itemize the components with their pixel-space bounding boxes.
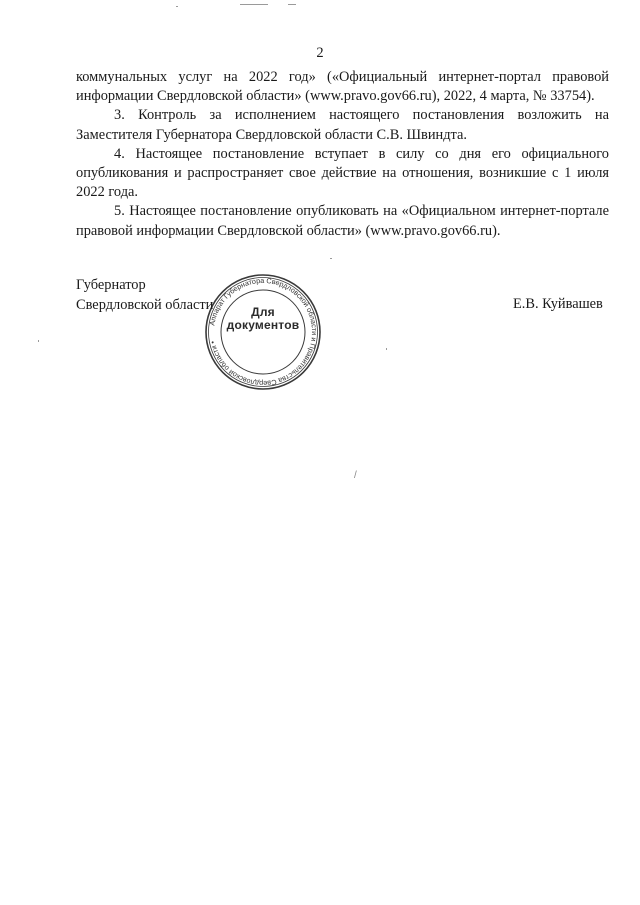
- page-number: 2: [316, 45, 324, 61]
- scan-speck: [38, 340, 39, 342]
- signer-name: Е.В. Куйвашев: [513, 296, 603, 312]
- stamp-ring-text: Аппарат Губернатора Свердловской области и Правительства Свердловской области •: [207, 275, 320, 389]
- paragraph-item-5: 5. Настоящее постановление опубликовать на «Официальном интернет-портале правовой информации Свердловской области» (www.pravo.gov66.ru).: [76, 203, 609, 239]
- scan-speck: [240, 4, 268, 5]
- document-body: [76, 68, 609, 241]
- stamp-line-1: Для: [251, 305, 275, 319]
- signer-title-line-1: Губернатор: [76, 277, 146, 293]
- signer-title: [76, 276, 213, 315]
- stamp-center-text: [204, 306, 322, 332]
- scan-speck: [176, 6, 178, 7]
- signer-title-line-2: Свердловской области: [76, 296, 214, 313]
- official-stamp: [204, 273, 322, 391]
- paragraph-continuation: коммунальных услуг на 2022 год» («Официальный интернет-портал правовой информации Свердловской области» (www.pravo.gov66.ru), 2022, 4 марта, № 33754).: [76, 69, 609, 105]
- stamp-line-2: документов: [226, 318, 300, 332]
- scan-speck: [330, 258, 332, 259]
- paragraph-item-4: 4. Настоящее постановление вступает в силу со дня его официального опубликования и распространяет свое действие на отношения, возникшие с 1 июля 2022 года.: [76, 145, 609, 201]
- scan-speck: [386, 348, 387, 350]
- scan-mark: /: [354, 470, 357, 481]
- scan-speck: [288, 4, 296, 5]
- paragraph-item-3: 3. Контроль за исполнением настоящего постановления возложить на Заместителя Губернатора Свердловской области С.В. Швиндта.: [76, 107, 609, 143]
